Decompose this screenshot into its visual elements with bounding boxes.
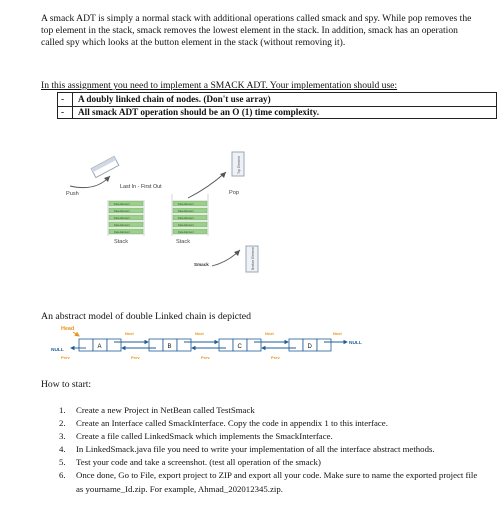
node-value: A [97,344,102,350]
list-item: 6. Once done, Go to File, export project to ZIP and export all your code. Make sure to name the exported project file as yourname_Id.zip. For example, Ahmad_202012345.zip. [59,470,478,494]
node-value: C [237,344,242,350]
stack-diagram [48,150,278,280]
bottom-element-tag: Bottom Element [251,247,255,270]
dll-title: An abstract model of double Linked chain is depicted [41,311,252,322]
list-node [79,339,121,351]
stack-right [172,194,208,236]
popped-element-icon [232,152,244,176]
prev-label: Prev [131,355,140,360]
svg-text:Data Element: Data Element [114,217,130,220]
lifo-label: Last In - First Out [120,184,162,190]
requirement-bullet: - [61,94,65,104]
steps-list [59,404,484,496]
push-label: Push [66,191,79,197]
next-label: Next [195,331,204,336]
requirement-row [58,93,496,107]
smack-label: Smack [194,262,209,267]
requirement-text: All smack ADT operation should be an O (1) time complexity. [78,107,320,117]
stack-label-left: Stack [114,239,128,245]
list-node [289,339,331,351]
pop-label: Pop [229,190,239,196]
svg-text:Data Element: Data Element [178,210,194,213]
null-left-label: NULL [51,348,64,353]
assignment-line: In this assignment you need to implement a SMACK ADT. Your implementation should use: [41,80,398,91]
pushed-element-icon [91,156,119,177]
next-label: Next [125,331,134,336]
node-value: D [307,344,312,350]
pop-arrow-icon [188,172,226,198]
svg-text:Data Element: Data Element [178,217,194,220]
svg-text:Data Element: Data Element [114,224,130,227]
list-item: 4. In LinkedSmack.java file you need to write your implementation of all the interface abstract methods. [59,444,435,455]
requirements-table [57,92,497,119]
list-node [149,339,191,351]
list-item: 1. Create a new Project in NetBean called TestSmack [59,405,255,415]
push-arrow-icon [70,176,110,188]
prev-label: Prev [201,355,210,360]
requirement-bullet: - [61,107,65,117]
how-to-heading: How to start: [41,379,92,390]
prev-label: Prev [271,355,280,360]
node-value: B [167,344,172,350]
list-node [219,339,261,351]
list-item: 5. Test your code and take a screenshot. (test all operation of the smack) [59,457,321,468]
svg-text:Data Element: Data Element [178,231,194,234]
stack-left [108,200,144,236]
next-label: Next [333,331,342,336]
svg-text:Data Element: Data Element [114,203,130,206]
stack-label-right: Stack [176,239,190,245]
head-label: Head [61,326,75,332]
list-item: 3. Create a file called LinkedSmack which implements the SmackInterface. [59,431,333,442]
top-element-tag: Top Element [237,156,241,174]
intro-paragraph: A smack ADT is simply a normal stack with additional operations called smack and spy. While pop removes the top element in the stack, smack removes the lowest element in the stack. In addition, smack has an operation called spy which looks at the button element in the stack (without removing it). [41,13,472,49]
requirement-text: A doubly linked chain of nodes. (Don't use array) [78,94,271,104]
svg-text:Data Element: Data Element [114,231,130,234]
svg-text:Data Element: Data Element [114,210,130,213]
head-pointer-icon [73,332,79,336]
requirement-row [58,106,496,119]
svg-text:Data Element: Data Element [178,224,194,227]
list-item: 2. Create an Interface called SmackInterface. Copy the code in appendix 1 to this interface. [59,418,388,429]
null-right-label: NULL [349,341,362,346]
smacked-element-icon [246,246,258,272]
next-label: Next [265,331,274,336]
svg-text:Data Element: Data Element [178,203,194,206]
prev-label: Prev [61,355,70,360]
doubly-linked-list-diagram [49,323,369,363]
